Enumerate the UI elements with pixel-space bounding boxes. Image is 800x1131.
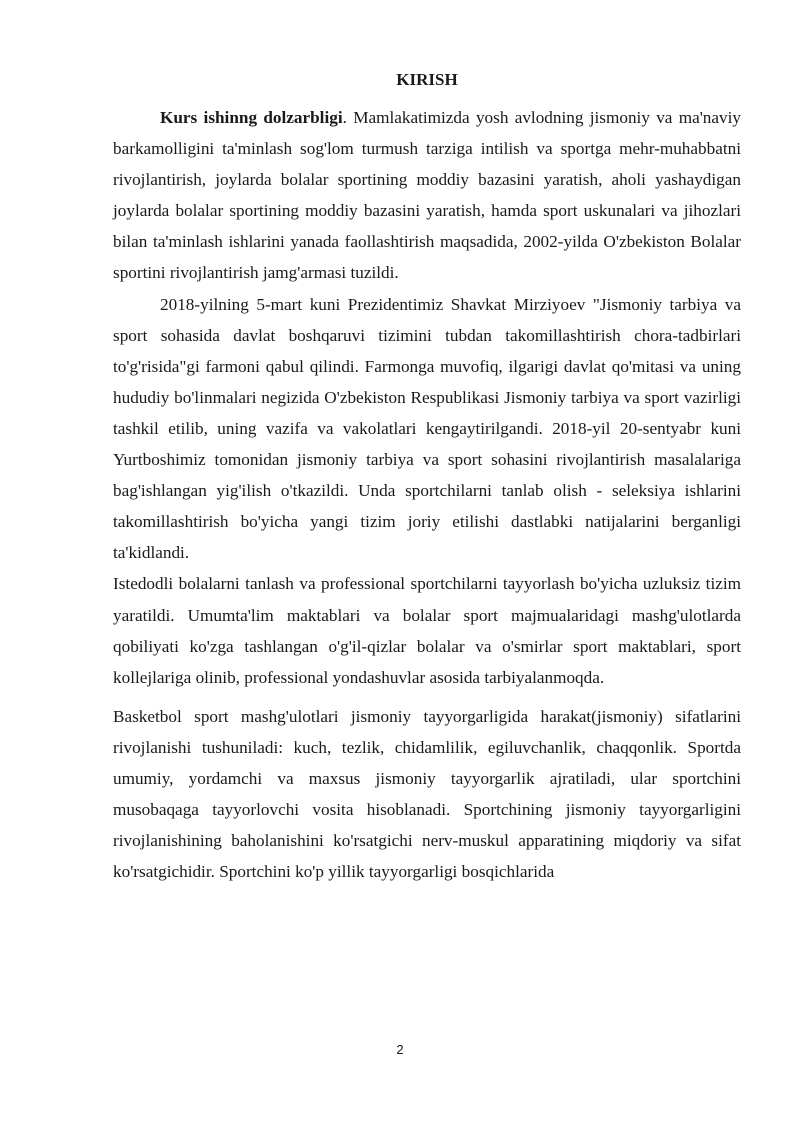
page-number: 2	[396, 1042, 404, 1057]
relevance-lead: Kurs ishinng dolzarbligi	[160, 108, 343, 127]
paragraph-talent-selection: Istedodli bolalarni tanlash va professional sportchilarni tayyorlash bo'yicha uzluksiz tizim yaratildi. Umumta'lim maktablari va bolalar sport majmualaridagi mashg'ulotlarda qobiliyati ko'zga tashlangan o'g'il-qizlar bolalar va o'smirlar sport maktablari, sport kollejlariga olinib, professional yondashuvlar asosida tarbiyalanmoqda.	[113, 574, 741, 687]
paragraph-basketball-training: Basketbol sport mashg'ulotlari jismoniy tayyorgarligida harakat(jismoniy) sifatlarini rivojlanishi tushuniladi: kuch, tezlik, chidamlilik, egiluvchanlik, chaqqonlik. Sportda umumiy, yordamchi va maxsus jismoniy tayyorgarlik ajratiladi, ular sportchini musobaqaga tayyorlovchi vosita hisoblanadi. Sportchining jismoniy tayyorgarligini rivojlanishining baholanishini ko'rsatgichi nerv-muskul apparatining miqdoriy va sifat ko'rsatgichidir. Sportchini ko'p yillik tayyorgarligi bosqichlarida	[113, 706, 741, 882]
document-page	[113, 70, 741, 887]
paragraph-decree: 2018-yilning 5-mart kuni Prezidentimiz Shavkat Mirziyoev "Jismoniy tarbiya va sport sohasida davlat boshqaruvi tizimini tubdan takomillashtirish chora-tadbirlari to'g'risida"gi farmoni qabul qilindi. Farmonga muvofiq, ilgarigi davlat qo'mitasi va uning hududiy bo'linmalari negizida O'zbekiston Respublikasi Jismoniy tarbiya va sport vazirligi tashkil etilib, uning vazifa va vakolatlari kengaytirilgandi. 2018-yil 20-sentyabr kuni Yurtboshimiz tomonidan jismoniy tarbiya va sport sohasini rivojlantirish masalalariga bag'ishlangan yig'ilish o'tkazildi. Unda sportchilarni tanlab olish - seleksiya ishlarini takomillashtirish bo'yicha yangi tizim joriy etilishi dastlabki natijalarini berganligi ta'kidlandi.	[113, 294, 741, 563]
relevance-text: . Mamlakatimizda yosh avlodning jismoniy va ma'naviy barkamolligini ta'minlash sog'lom turmush tarziga intilish va sportga mehr-muhabbatni rivojlantirish, joylarda bolalar sportining moddiy bazasini yaratish, aholi yashaydigan joylarda bolalar sportining moddiy bazasini yaratish, hamda sport uskunalari va jihozlari bilan ta'minlash ishlarini yanada faollashtirish maqsadida, 2002-yilda O'zbekiston Bolalar sportini rivojlantirish jamg'armasi tuzildi.	[113, 108, 741, 283]
paragraph-relevance	[113, 102, 741, 289]
section-heading: KIRISH	[396, 70, 458, 89]
